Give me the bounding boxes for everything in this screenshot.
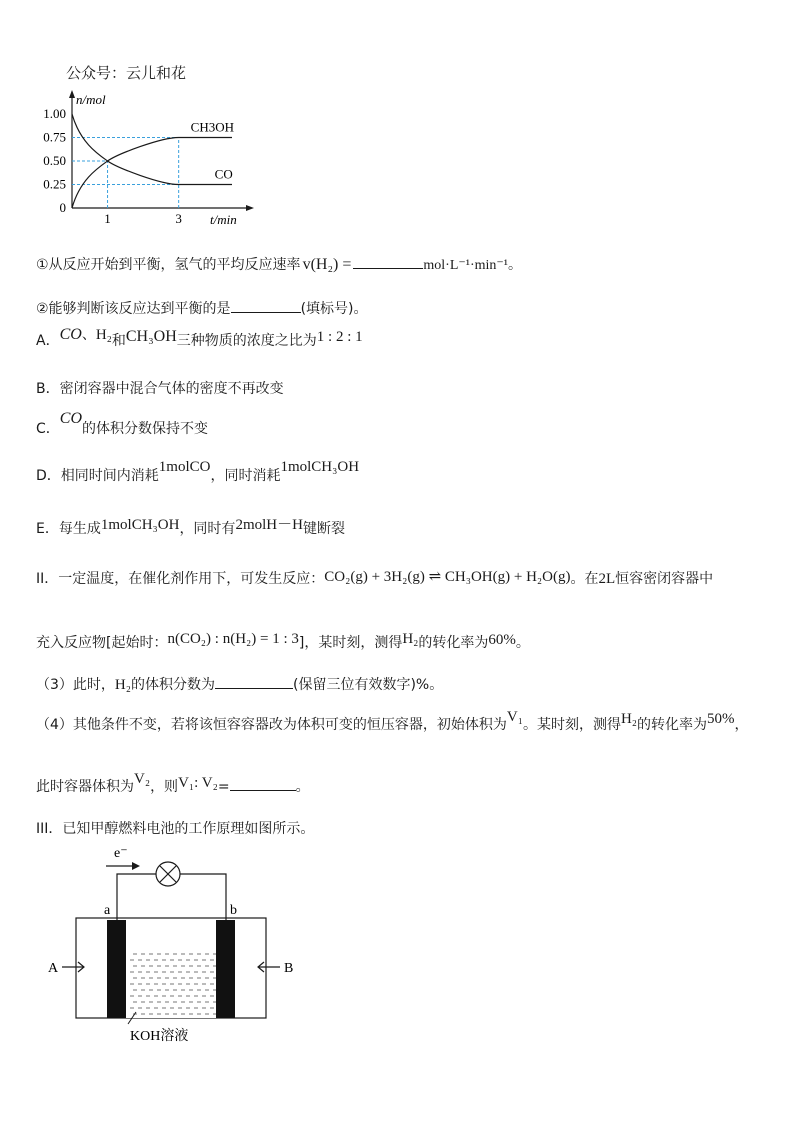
q4-line2-a: 此时容器体积为 — [36, 779, 134, 795]
x-axis-label: t/min — [210, 212, 237, 227]
wire-right — [180, 874, 226, 920]
option-d-amount1: 1molCO — [158, 459, 211, 475]
part-ii-volume: 2L — [598, 571, 616, 587]
series-co-label: CO — [214, 166, 233, 182]
option-e — [36, 517, 345, 538]
q2-suffix: (填标号)。 — [300, 301, 368, 317]
option-d-label: D． — [36, 468, 61, 484]
initial-ratio: n(CO₂) : n(H₂) = 1 : 3 — [167, 631, 299, 647]
inlet-b-arrow — [258, 962, 280, 972]
part-ii-intro-text: II．一定温度，在催化剂作用下，可发生反应： — [36, 571, 325, 587]
option-a — [36, 326, 363, 350]
q4-v2: V₂ — [134, 771, 151, 787]
y-tick-label: 0.50 — [43, 153, 66, 168]
series-ch3oh-label: CH3OH — [190, 119, 235, 135]
option-c-text: 的体积分数保持不变 — [82, 421, 209, 437]
option-e-text1: 每生成 — [58, 521, 101, 537]
header-text: 公众号：云儿和花 — [66, 64, 187, 82]
option-c-co: CO — [59, 410, 83, 427]
option-a-h2: H₂ — [95, 327, 112, 343]
electrolyte — [126, 948, 217, 1018]
q4-text3: 的转化率为 — [637, 717, 708, 733]
q1-prefix: ①从反应开始到平衡，氢气的平均反应速率 — [36, 257, 301, 273]
fuel-cell-diagram — [40, 840, 310, 1050]
part-ii-line2-d: 。 — [515, 635, 530, 651]
option-a-co: CO — [59, 326, 82, 343]
q4-v1: V₁ — [506, 709, 523, 725]
lamp-icon — [156, 862, 180, 886]
part-ii-intro-tail: 。在 — [570, 571, 599, 587]
part-ii-line2-b: ]，某时刻，测得 — [298, 635, 403, 651]
x-tick-label: 1 — [104, 211, 111, 226]
q4-line2-b: ，则 — [150, 779, 179, 795]
inlet-a-arrow — [62, 962, 84, 972]
x-axis-arrow — [246, 205, 254, 211]
part-ii-line2-c: 的转化率为 — [418, 635, 489, 651]
part-ii-intro — [36, 568, 713, 588]
inlet-a-label: A — [48, 961, 59, 976]
electron-label: e⁻ — [114, 846, 128, 861]
y-tick-label: 0.75 — [43, 129, 66, 145]
electron-arrowhead — [132, 862, 140, 870]
q4-eq: = — [217, 779, 230, 795]
part-ii-line2-a: 充入反应物[起始时： — [36, 635, 168, 651]
question-4 — [36, 709, 749, 734]
q3-h2: H₂ — [114, 677, 131, 693]
option-d — [36, 459, 360, 485]
y-tick-label: 1.00 — [43, 106, 66, 121]
q4-h2: H₂ — [620, 711, 638, 727]
q4-text2: 。某时刻，测得 — [522, 717, 621, 733]
question-2 — [36, 298, 368, 318]
option-a-ratio: 1 : 2 : 1 — [316, 329, 363, 345]
part-iii-text: III．已知甲醇燃料电池的工作原理如图所示。 — [36, 821, 315, 837]
part-ii-h2: H₂ — [402, 631, 419, 647]
electrode-a — [107, 920, 126, 1018]
option-a-sep: 、 — [81, 327, 96, 343]
option-e-label: E． — [36, 521, 59, 537]
q3-text: 的体积分数为 — [130, 677, 215, 693]
option-d-amount2: 1molCH₃OH — [280, 459, 360, 475]
series-ch3oh-line — [72, 138, 232, 209]
y-axis-arrow — [69, 90, 75, 98]
q2-answer-blank[interactable] — [231, 312, 301, 313]
option-d-text2: ，同时消耗 — [210, 468, 281, 484]
option-b — [36, 378, 284, 398]
q4-ratio: V₁: V₂ — [178, 775, 218, 791]
option-a-ch3oh: CH₃OH — [125, 328, 177, 345]
part-ii-intro-tail2: 恒容密闭容器中 — [615, 571, 714, 587]
option-c-label: C． — [36, 421, 60, 437]
inlet-b-label: B — [284, 961, 294, 976]
question-3 — [36, 674, 443, 694]
reaction-equation: CO₂(g) + 3H₂(g) ⇌ CH₃OH(g) + H₂O(g) — [324, 569, 571, 585]
q4-text4: ， — [734, 717, 749, 733]
q3-suffix: (保留三位有效数字)%。 — [292, 677, 444, 693]
q3-answer-blank[interactable] — [215, 688, 293, 689]
part-ii-line2 — [36, 632, 530, 652]
y-axis-label: n/mol — [76, 92, 106, 107]
option-b-text: 密闭容器中混合气体的密度不再改变 — [59, 381, 284, 397]
option-d-text1: 相同时间内消耗 — [60, 468, 159, 484]
question-4-line2 — [36, 771, 310, 796]
option-e-text2: ，同时有 — [179, 521, 236, 537]
option-a-label: A． — [36, 333, 60, 349]
electrode-b — [216, 920, 235, 1018]
y-tick-label: 0 — [59, 200, 66, 215]
q2-prompt: ②能够判断该反应达到平衡的是 — [36, 301, 231, 317]
option-e-amount2: 2molH－H — [235, 517, 303, 533]
part-ii-pct: 60% — [488, 632, 516, 648]
electrolyte-label: KOH溶液 — [130, 1029, 189, 1044]
option-c — [36, 410, 209, 438]
option-e-amount1: 1molCH₃OH — [100, 517, 180, 533]
q1-unit: mol·L⁻¹·min⁻¹。 — [423, 258, 522, 273]
q1-answer-blank[interactable] — [353, 268, 423, 269]
x-tick-label: 3 — [175, 211, 182, 226]
q4-pct: 50% — [707, 711, 735, 727]
electrode-a-label: a — [104, 903, 111, 918]
q3-num: （3）此时， — [36, 677, 115, 693]
q4-num: （4）其他条件不变，若将该恒容容器改为体积可变的恒压容器，初始体积为 — [36, 717, 507, 733]
wire-left — [117, 874, 156, 920]
question-1 — [36, 254, 522, 274]
q1-formula: v(H₂) = — [302, 256, 352, 273]
option-e-text3: 键断裂 — [302, 521, 345, 537]
option-b-label: B． — [36, 381, 60, 397]
q4-answer-blank[interactable] — [230, 790, 296, 791]
option-a-conj: 和 — [111, 333, 126, 349]
q4-end: 。 — [295, 779, 310, 795]
mole-time-chart — [30, 88, 260, 228]
electrode-b-label: b — [230, 903, 237, 918]
option-a-text: 三种物质的浓度之比为 — [176, 333, 317, 349]
y-tick-label: 0.25 — [43, 176, 66, 192]
